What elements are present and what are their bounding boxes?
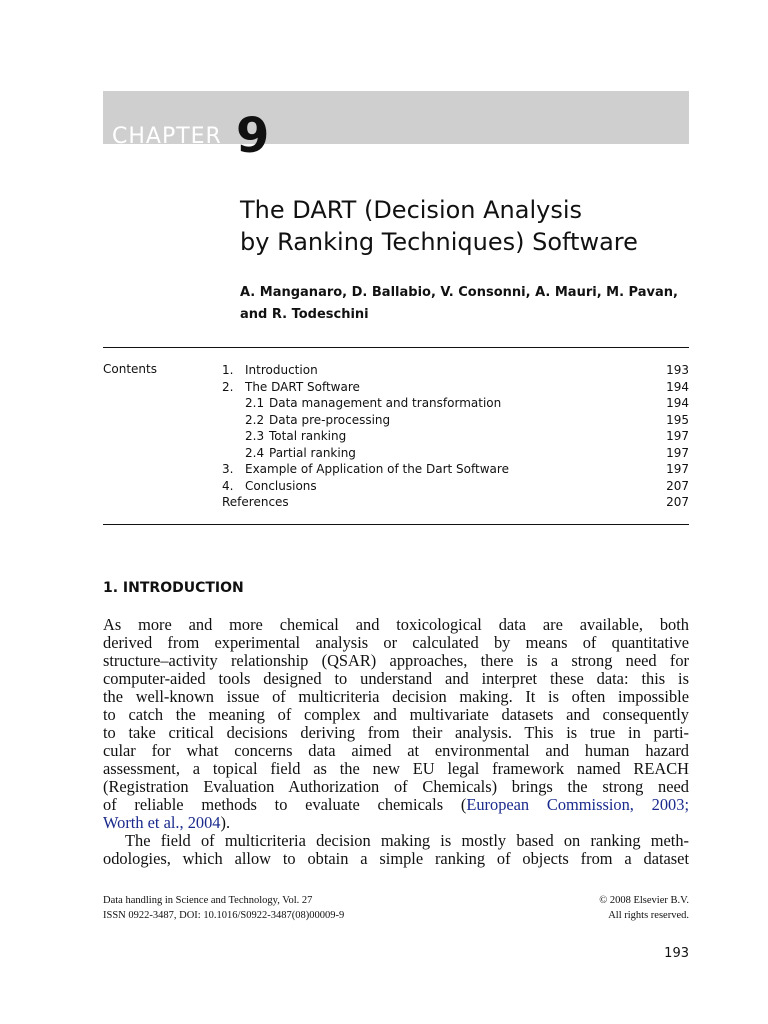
toc-entry-title: Introduction bbox=[245, 363, 318, 377]
toc-entry-title: Partial ranking bbox=[269, 445, 356, 460]
toc-entry[interactable] bbox=[222, 445, 689, 462]
chapter-number: 9 bbox=[236, 108, 270, 164]
toc-entry-title: Total ranking bbox=[269, 429, 347, 443]
citation-link[interactable]: Worth et al., 2004 bbox=[103, 813, 221, 832]
toc-entry-page: 194 bbox=[666, 379, 689, 394]
body-line: The field of multicriteria decision making is mostly based on ranking meth- bbox=[125, 831, 689, 850]
toc-entry-page: 193 bbox=[666, 363, 689, 377]
body-line: to take critical decisions deriving from their analysis. This is true in parti- bbox=[103, 723, 689, 742]
toc-entry-number: 2.1 bbox=[245, 396, 265, 410]
body-line: As more and more chemical and toxicological data are available, both bbox=[103, 615, 689, 634]
page-number: 193 bbox=[664, 946, 689, 961]
footer-series: Data handling in Science and Technology, Vol. 27 bbox=[103, 895, 313, 906]
toc-entry[interactable] bbox=[222, 461, 689, 478]
toc-entry[interactable] bbox=[222, 362, 689, 379]
footer-issn-doi: ISSN 0922-3487, DOI: 10.1016/S0922-3487(08)00009-9 bbox=[103, 910, 345, 921]
contents-label: Contents bbox=[103, 362, 157, 376]
body-line: structure–activity relationship (QSAR) approaches, there is a strong need for bbox=[103, 651, 689, 670]
body-line-text: of reliable methods to evaluate chemicals ( bbox=[103, 795, 467, 814]
toc-entry-title: References bbox=[222, 495, 289, 509]
toc-entry[interactable] bbox=[222, 395, 689, 412]
toc-entry-number: 1. bbox=[222, 363, 234, 377]
toc-entry[interactable] bbox=[222, 478, 689, 495]
body-line: odologies, which allow to obtain a simple ranking of objects from a dataset bbox=[103, 849, 689, 868]
body-line: cular for what concerns data aimed at environmental and human hazard bbox=[103, 741, 689, 760]
section-heading: 1. INTRODUCTION bbox=[103, 580, 244, 596]
toc-entry[interactable] bbox=[222, 428, 689, 445]
chapter-title-line-2: by Ranking Techniques) Software bbox=[240, 228, 638, 256]
chapter-title bbox=[240, 194, 690, 258]
author-line-2: and R. Todeschini bbox=[240, 307, 369, 322]
body-line: assessment, a topical field as the new EU legal framework named REACH bbox=[103, 759, 689, 778]
citation-link[interactable]: European Commission, 2003; bbox=[466, 795, 689, 814]
body-line bbox=[103, 814, 689, 832]
toc-entry-page: 207 bbox=[666, 495, 689, 509]
toc-entry-number: 4. bbox=[222, 478, 234, 493]
body-line bbox=[103, 796, 689, 814]
toc-entry-title: Conclusions bbox=[245, 478, 317, 493]
toc-entry-title: Example of Application of the Dart Software bbox=[245, 462, 509, 476]
toc-entry[interactable] bbox=[222, 494, 689, 511]
toc-entry-page: 194 bbox=[666, 396, 689, 410]
toc-entry[interactable] bbox=[222, 379, 689, 396]
body-line: to catch the meaning of complex and multivariate datasets and consequently bbox=[103, 705, 689, 724]
footer-rights-line: All rights reserved. bbox=[608, 910, 689, 921]
author-line-1: A. Manganaro, D. Ballabio, V. Consonni, A. Mauri, M. Pavan, bbox=[240, 285, 678, 300]
chapter-label: CHAPTER bbox=[112, 124, 222, 149]
toc-entry-page: 207 bbox=[666, 478, 689, 493]
toc-entry-number: 3. bbox=[222, 462, 234, 476]
body-line: the well-known issue of multicriteria decision making. It is often impossible bbox=[103, 687, 689, 706]
toc-entry-page: 197 bbox=[666, 445, 689, 460]
body-line: (Registration Evaluation Authorization of Chemicals) brings the strong need bbox=[103, 777, 689, 796]
toc-entry-page: 195 bbox=[666, 412, 689, 427]
contents-top-rule bbox=[103, 347, 689, 348]
body-line: computer-aided tools designed to understand and interpret these data: this is bbox=[103, 669, 689, 688]
toc-entry[interactable] bbox=[222, 412, 689, 429]
toc-entry-page: 197 bbox=[666, 462, 689, 476]
footer-publication-info bbox=[103, 893, 344, 923]
footer-copyright bbox=[599, 893, 689, 923]
toc-entry-page: 197 bbox=[666, 429, 689, 443]
author-list bbox=[240, 282, 690, 326]
body-text bbox=[103, 616, 689, 868]
toc-entry-number: 2.2 bbox=[245, 412, 265, 427]
body-line-text: ). bbox=[220, 813, 231, 832]
toc-entry-number: 2.4 bbox=[245, 445, 265, 460]
table-of-contents bbox=[222, 362, 689, 511]
footer-copyright-line: © 2008 Elsevier B.V. bbox=[599, 895, 689, 906]
toc-entry-title: Data pre-processing bbox=[269, 412, 391, 427]
body-line: derived from experimental analysis or calculated by means of quantitative bbox=[103, 633, 689, 652]
toc-entry-number: 2. bbox=[222, 379, 234, 394]
chapter-title-line-1: The DART (Decision Analysis bbox=[240, 196, 583, 224]
contents-bottom-rule bbox=[103, 524, 689, 525]
toc-entry-title: Data management and transformation bbox=[269, 396, 502, 410]
toc-entry-title: The DART Software bbox=[245, 379, 360, 394]
toc-entry-number: 2.3 bbox=[245, 429, 265, 443]
